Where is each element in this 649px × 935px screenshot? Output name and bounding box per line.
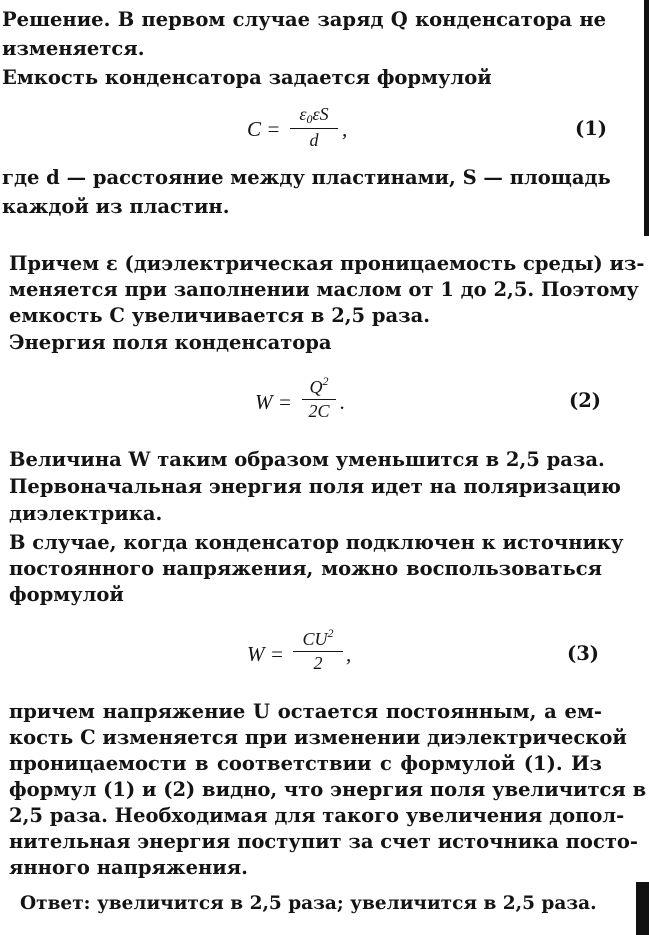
eq3-number: (3) (567, 642, 600, 665)
p2-line-1: где d — расстояние между пластинами, S — площадь (2, 166, 611, 189)
p3-line-4: Энергия поля конденсатора (9, 331, 332, 354)
scan-edge-bottom (636, 882, 649, 935)
eq2-numerator: $Q^2$ (302, 374, 336, 400)
eq1-fraction (290, 104, 338, 151)
answer-label: Ответ: (20, 893, 91, 914)
answer-text: увеличится в 2,5 раза; увеличится в 2,5 раза. (90, 893, 597, 914)
eq1-lhs: C = (247, 117, 281, 141)
p3-line-3: емкость C увеличивается в 2,5 раза. (9, 304, 431, 327)
p5-line-6: нительная энергия поступит за счет источника посто- (9, 830, 638, 853)
solution-line-2: изменяется. (2, 37, 145, 60)
p5-line-2: кость C изменяется при изменении диэлектрической (9, 726, 627, 749)
eq1-denominator: d (309, 130, 319, 150)
eq2-denominator: 2C (308, 401, 330, 421)
eq1-tail: , (342, 117, 348, 141)
solution-line-3: Емкость конденсатора задается формулой (2, 66, 492, 89)
eq2-tail: . (340, 390, 346, 414)
p5-line-1: причем напряжение U остается постоянным, а ем- (9, 700, 602, 723)
eq2-number: (2) (569, 389, 602, 412)
eq3-tail: , (346, 642, 352, 666)
p5-line-7: янного напряжения. (9, 856, 248, 879)
p4-line-3: диэлектрика. (9, 502, 163, 525)
p5-line-4: формул (1) и (2) видно, что энергия поля увеличится в (9, 778, 647, 801)
eq2-lhs: W = (255, 390, 292, 414)
eq2-fraction (302, 374, 336, 422)
p2-line-2: каждой из пластин. (2, 195, 230, 218)
eq3-lhs: W = (247, 642, 284, 666)
solution-line-1-text: В первом случае заряд Q конденсатора не (110, 8, 606, 31)
eq3-fraction (293, 626, 343, 674)
eq3-numerator: $CU^2$ (293, 626, 343, 652)
p5-line-3: проницаемости в соответствии с формулой (1). Из (9, 752, 602, 775)
p4-line-6: формулой (9, 583, 124, 606)
p4-line-4: В случае, когда конденсатор подключен к источнику (9, 531, 624, 554)
solution-label: Решение. (2, 8, 111, 31)
p3-line-2: меняется при заполнении маслом от 1 до 2,5. Поэтому (9, 278, 639, 301)
solution-line-1 (2, 8, 606, 32)
p3-line-1: Причем ε (диэлектрическая проницаемость среды) из- (9, 252, 645, 275)
p4-line-5: постоянного напряжения, можно воспользоваться (9, 557, 602, 580)
answer-line (20, 892, 597, 916)
p4-line-2: Первоначальная энергия поля идет на поляризацию (9, 475, 621, 498)
eq1-numerator: $\varepsilon_0\varepsilon S$ (290, 104, 338, 129)
p4-line-1: Величина W таким образом уменьшится в 2,5 раза. (9, 448, 605, 471)
eq3-denominator: 2 (313, 653, 323, 673)
scan-edge-top (644, 0, 649, 236)
p5-line-5: 2,5 раза. Необходимая для такого увеличения допол- (9, 804, 625, 827)
eq1-number: (1) (575, 117, 608, 140)
